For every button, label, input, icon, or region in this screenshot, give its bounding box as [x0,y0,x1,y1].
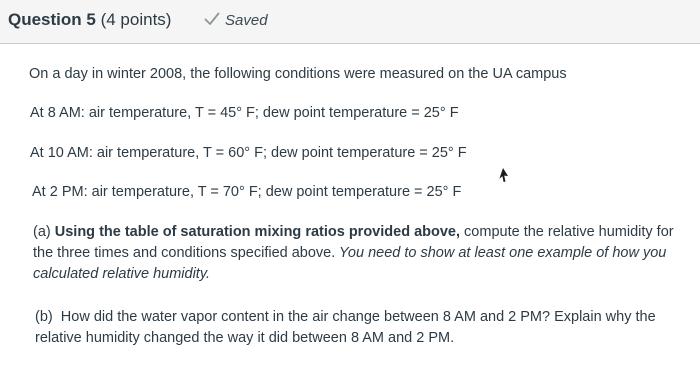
intro-text: On a day in winter 2008, the following conditions were measured on the UA campus [29,66,567,82]
saved-status [204,12,268,29]
part-b-label: (b) [35,309,53,325]
part-a-text: compute the relative humidity for the three times and conditions specified above. [33,224,674,261]
question-header [0,0,700,44]
condition-8am: At 8 AM: air temperature, T = 45° F; dew point temperature = 25° F [30,105,459,121]
question-points: (4 points) [100,10,172,29]
condition-2pm: At 2 PM: air temperature, T = 70° F; dew point temperature = 25° F [32,184,462,200]
saved-label: Saved [225,12,268,29]
part-a-bold-text: Using the table of saturation mixing ratios provided above, [54,224,461,240]
question-body [0,44,700,372]
part-a-label: (a) [33,224,51,240]
condition-10am: At 10 AM: air temperature, T = 60° F; dew point temperature = 25° F [30,145,467,161]
check-icon [204,12,220,26]
question-number: Question 5 [8,10,96,29]
part-b-text: How did the water vapor content in the air change between 8 AM and 2 PM? Explain why the relative humidity changed the way it did between 8 AM and 2 PM. [35,309,656,346]
part-a [33,222,685,285]
mouse-cursor-icon [496,167,510,183]
part-b [35,307,685,349]
part-a-italic-text: You need to show at least one example of how you calculated relative humidity. [33,245,667,282]
question-title [8,10,171,30]
